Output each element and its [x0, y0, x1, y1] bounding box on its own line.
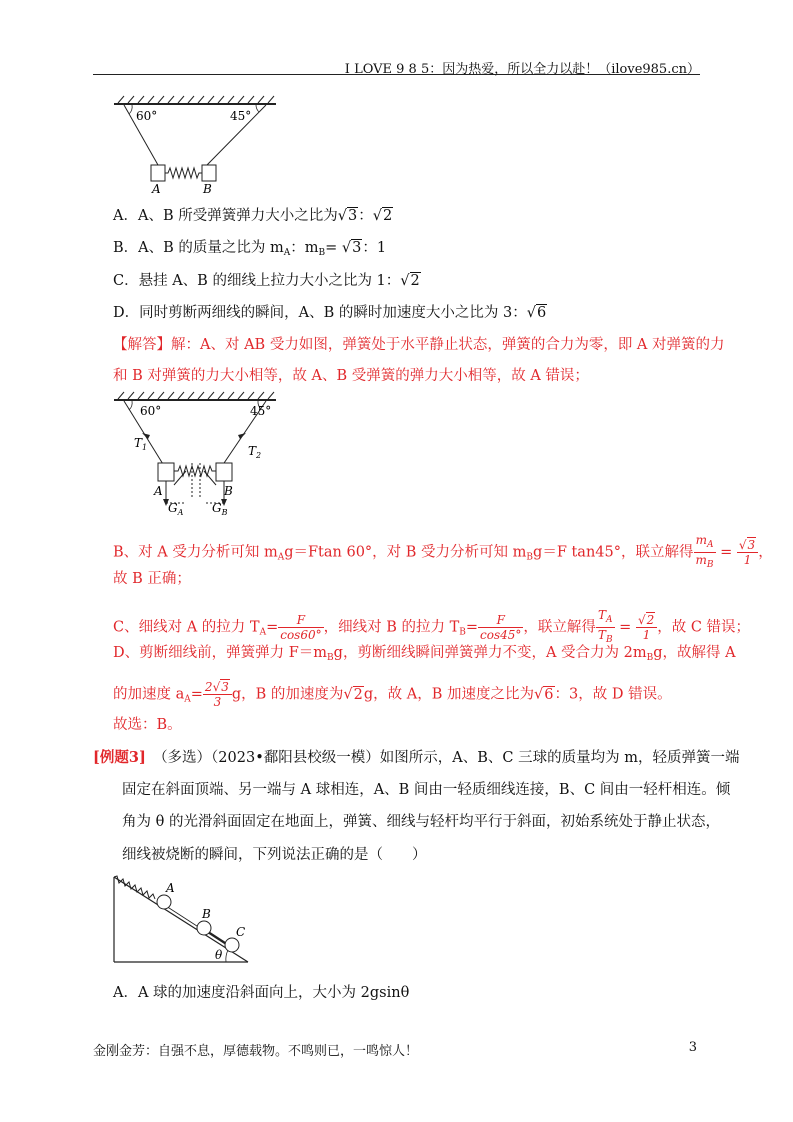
tension-t2: $T_2$ — [248, 444, 262, 460]
footer-motto: 金刚金芳：自强不息，厚德载物。不鸣则已，一鸣惊人！ — [93, 1044, 419, 1059]
angle-label-45: 45° — [230, 109, 252, 123]
block-b-label: B — [203, 182, 212, 195]
example3-line-4: 细线被烧断的瞬间，下列说法正确的是（ ） — [122, 847, 427, 863]
option-b: B．A、B 的质量之比为 $m_A$：$m_B= √3$：1 — [113, 240, 387, 258]
block-a-label: A — [152, 182, 161, 195]
solution-d-2: 的加速度 $a_A=$ $\frac{2√3}{3}$ g，B 的加速度为√2g，故 A，B 加速度之比为√6：3，故 D 错误。 — [113, 680, 672, 709]
solution-b: B、对 A 受力分析可知 $m_Ag=Ftan$ 60°，对 B 受力分析可知 $m_Bg=F$ tan45°，联立解得 $\frac{m_A}{m_B}$ = $\frac{√3}{1}$ ， — [113, 533, 773, 570]
header-rule — [93, 74, 700, 75]
figure-incline — [108, 872, 253, 967]
weight-ga: $G_A$ — [168, 501, 184, 516]
solution-line-1: 【解答】解：A、对 AB 受力如图，弹簧处于水平静止状态，弹簧的合力为零，即 A 对弹簧的力 — [113, 337, 725, 353]
ball-b-label: B — [202, 907, 211, 921]
ball-c-label: C — [236, 925, 246, 939]
solution-answer: 故选：B。 — [113, 717, 182, 733]
example3-line-1: [例题3] （多选）（2023•鄱阳县校级一模）如图所示，A、B、C 三球的质量均为 m，轻质弹簧一端 — [93, 749, 740, 766]
example3-option-a: A．A 球的加速度沿斜面向上，大小为 2gsinθ — [113, 985, 410, 1001]
force-label-a: A — [154, 484, 163, 498]
weight-gb: $G_B$ — [212, 501, 228, 516]
option-c: C．悬挂 A、B 的细线上拉力大小之比为 1：√2 — [113, 273, 420, 289]
angle-label-60: 60° — [136, 109, 158, 123]
tension-t1: $T_1$ — [134, 436, 148, 452]
force-angle-60: 60° — [140, 404, 162, 418]
solution-b-conclusion: 故 B 正确； — [113, 571, 191, 587]
option-a: A．A、B 所受弹簧弹力大小之比为√3：√2 — [113, 208, 393, 224]
theta-label: θ — [215, 948, 223, 962]
figure-force-diagram — [108, 391, 283, 516]
force-angle-45: 45° — [250, 404, 272, 418]
option-d: D．同时剪断两细线的瞬间，A、B 的瞬时加速度大小之比为 3：√6 — [113, 305, 547, 321]
page-header: I LOVE 9 8 5：因为热爱，所以全力以赴！（ilove985.cn） — [344, 62, 700, 77]
figure-hanging-blocks — [108, 95, 283, 195]
solution-d: D、剪断细线前，弹簧弹力 $F=m_Bg$，剪断细线瞬间弹簧弹力不变，A 受合力为 $2m_Bg$，故解得 A — [113, 645, 736, 663]
example3-line-2: 固定在斜面顶端、另一端与 A 球相连，A、B 间由一轻质细线连接，B、C 间由一轻杆相连。倾 — [122, 782, 731, 798]
example3-line-3: 角为 θ 的光滑斜面固定在地面上，弹簧、细线与轻杆均平行于斜面，初始系统处于静止状态， — [122, 814, 720, 830]
page-number: 3 — [688, 1040, 697, 1055]
force-label-b: B — [224, 484, 233, 498]
solution-c: C、细线对 A 的拉力 $T_A=$ $\frac{F}{\cos 60^\circ}$ ，细线对 B 的拉力 $T_B=$ $\frac{F}{\cos 45^\circ}$ ，联立解得 $\frac{T_A}{T_B}$ = $\frac{√2}{1}$ ，故 C 错误； — [113, 608, 751, 645]
ball-a-label: A — [166, 881, 175, 895]
solution-line-2: 和 B 对弹簧的力大小相等，故 A、B 受弹簧的弹力大小相等，故 A 错误； — [113, 368, 589, 384]
